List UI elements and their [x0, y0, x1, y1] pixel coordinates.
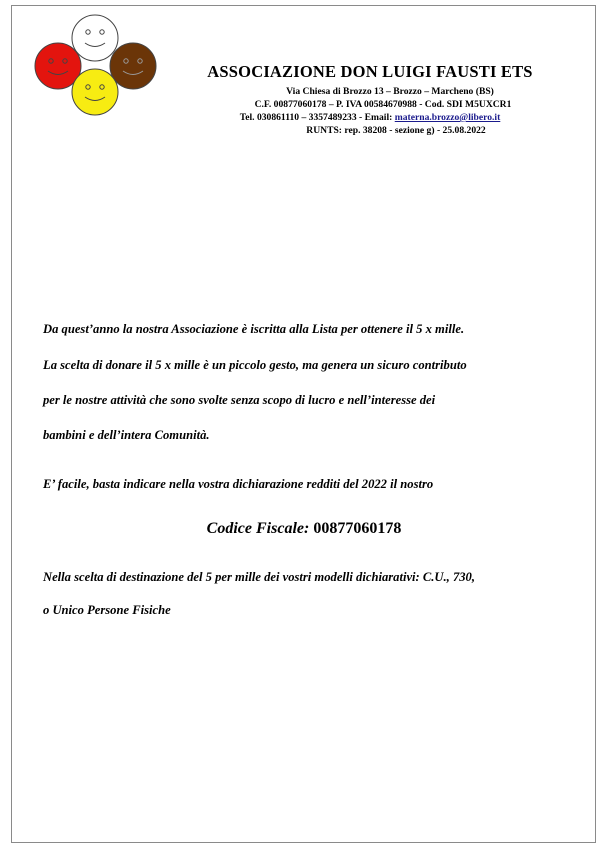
brown-face	[110, 43, 156, 89]
fiscal-code-value: 00877060178	[313, 520, 402, 537]
fiscal-code-label: Codice Fiscale:	[206, 520, 310, 537]
yellow-face	[72, 69, 118, 115]
paragraph-1-line-3: per le nostre attività che sono svolte senza scopo di lucro e nell’interesse dei	[43, 393, 436, 407]
runts-line: RUNTS: rep. 38208 - sezione g) - 25.08.2022	[306, 125, 486, 136]
white-face	[72, 15, 118, 61]
paragraph-3-line-1: Nella scelta di destinazione del 5 per mille dei vostri modelli dichiarativi: C.U., 730,	[43, 570, 476, 584]
contact-line	[160, 111, 580, 124]
paragraph-1-line-1: Da quest’anno la nostra Associazione è iscritta alla Lista per ottenere il 5 x mille.	[43, 322, 465, 336]
paragraph-2-line-1: E’ facile, basta indicare nella vostra dichiarazione redditi del 2022 il nostro	[43, 477, 434, 491]
letterhead	[160, 62, 580, 137]
organization-name: ASSOCIAZIONE DON LUIGI FAUSTI ETS	[207, 62, 533, 81]
fiscal-code-line	[0, 520, 608, 538]
fiscal-line: C.F. 00877060178 – P. IVA 00584670988 - Cod. SDI M5UXCR1	[254, 99, 512, 110]
paragraph-3-line-2: o Unico Persone Fisiche	[43, 603, 171, 617]
paragraph-1-line-4: bambini e dell’intera Comunità.	[43, 428, 210, 442]
contact-prefix: Tel. 030861110 – 3357489233 - Email:	[239, 112, 395, 123]
email-link[interactable]: materna.brozzo@libero.it	[394, 112, 501, 123]
address-line: Via Chiesa di Brozzo 13 – Brozzo – Marcheno (BS)	[286, 86, 494, 97]
association-logo	[22, 8, 162, 118]
paragraph-1-line-2: La scelta di donare il 5 x mille è un piccolo gesto, ma genera un sicuro contributo	[43, 358, 467, 372]
